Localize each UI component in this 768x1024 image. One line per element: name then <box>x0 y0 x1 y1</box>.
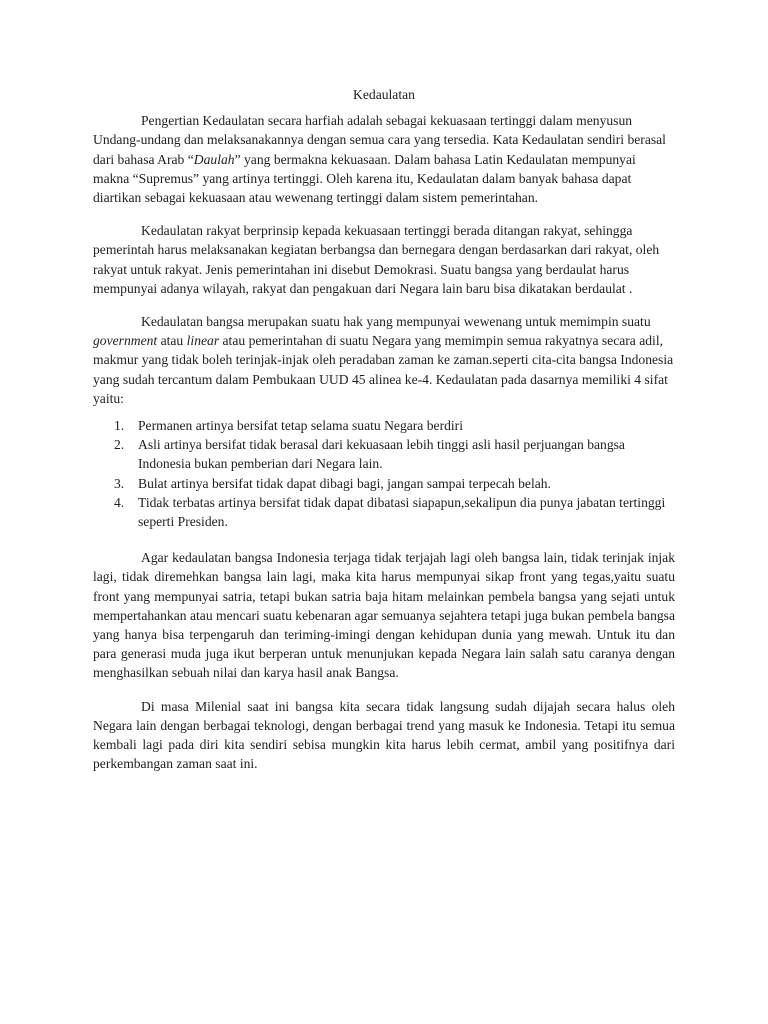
list-item <box>93 493 675 531</box>
list-item-number: 2. <box>114 437 125 453</box>
list-item <box>93 435 675 473</box>
list-item-text: Bulat artinya bersifat tidak dapat dibagi bagi, jangan sampai terpecah belah. <box>138 475 551 491</box>
paragraph-definition-text-end: ” yang bermakna kekuasaan. Dalam bahasa Latin Kedaulatan mempunyai makna “Supremus” yang artinya tertinggi. Oleh karena itu, Kedaulatan dalam banyak bahasa dapat diartikan sebagai kekuasaan atau wewenang tertinggi dalam sistem pemerintahan. <box>93 151 636 206</box>
list-item-text: Permanen artinya bersifat tetap selama suatu Negara berdiri <box>138 418 463 434</box>
document-title: Kedaulatan <box>353 87 415 102</box>
italic-term-linear: linear <box>186 333 220 349</box>
paragraph-millennial-era: Di masa Milenial saat ini bangsa kita secara tidak langsung sudah dijajah secara halus oleh Negara lain dengan berbagai teknologi, dengan berbagai trend yang masuk ke Indonesia. Tetapi itu semua kembali lagi pada diri kita sendiri sebisa mungkin kita harus lebih cermat, ambil yang positifnya dari perkembangan zaman saat ini. <box>93 698 675 772</box>
paragraph-people-sovereignty: Kedaulatan rakyat berprinsip kepada kekuasaan tertinggi berada ditangan rakyat, sehingga pemerintah harus melaksanakan kegiatan berbangsa dan bernegara dengan berdasarkan dari rakyat, oleh rakyat untuk rakyat. Jenis pemerintahan ini disebut Demokrasi. Suatu bangsa yang berdaulat harus mempunyai adanya wilayah, rakyat dan pengakuan dari Negara lain baru bisa dikatakan berdaulat . <box>93 223 660 296</box>
paragraph-nation-text-start: Kedaulatan bangsa merupakan suatu hak yang mempunyai wewenang untuk memimpin suatu <box>141 314 651 330</box>
paragraph-definition-text-start: Pengertian Kedaulatan secara harfiah adalah sebagai kekuasaan tertinggi dalam menyusun Undang-undang dan melaksanakannya dengan semua cara yang tersedia. Kata Kedaulatan sendiri berasal dari bahasa Arab “ <box>93 113 666 167</box>
paragraph-defend-sovereignty: Agar kedaulatan bangsa Indonesia terjaga tidak terjajah lagi oleh bangsa lain, tidak terinjak injak lagi, tidak diremehkan bangsa lain lagi, maka kita harus mempunyai sikap front yang tegas,yaitu suatu front yang mempunyai satria, tetapi bukan satria baja hitam melainkan pembela bangsa yang sejati untuk mempertahankan atau mencari suatu kebenaran agar semuanya sejahtera tetapi juga bukan pembela bangsa yang hanya bisa terpengaruh dan teriming-imingi dengan kehidupan dunia yang mewah. Untuk itu dan para generasi muda juga ikut berperan untuk menunjukan kepada Negara lain salah satu caranya dengan menghasilkan sebuah nilai dan karya hasil anak Bangsa. <box>93 550 676 681</box>
sovereignty-traits-list <box>93 416 675 531</box>
list-item <box>93 416 675 435</box>
list-item-number: 4. <box>114 494 125 510</box>
list-item <box>93 474 675 493</box>
paragraph-nation-sovereignty <box>93 312 675 408</box>
list-item-number: 1. <box>114 418 125 434</box>
italic-term-daulah: Daulah <box>193 151 235 167</box>
list-item-text: Asli artinya bersifat tidak berasal dari kekuasaan lebih tinggi asli hasil perjuangan bangsa Indonesia bukan pemberian dari Negara lain. <box>138 437 625 472</box>
list-item-number: 3. <box>114 475 125 491</box>
paragraph-definition <box>93 111 675 207</box>
italic-term-government: government <box>93 333 158 349</box>
document-body <box>93 85 675 788</box>
paragraph-nation-text-mid: atau <box>157 333 187 349</box>
paragraph-nation-text-end: atau pemerintahan di suatu Negara yang memimpin semua rakyatnya secara adil, makmur yang tidak boleh terinjak-injak oleh peradaban zaman ke zaman.seperti cita-cita bangsa Indonesia yang sudah tercantum dalam Pembukaan UUD 45 alinea ke-4. Kedaulatan pada dasarnya memiliki 4 sifat yaitu: <box>93 333 674 406</box>
list-item-text: Tidak terbatas artinya bersifat tidak dapat dibatasi siapapun,sekalipun dia punya jabatan tertinggi seperti Presiden. <box>138 494 666 530</box>
